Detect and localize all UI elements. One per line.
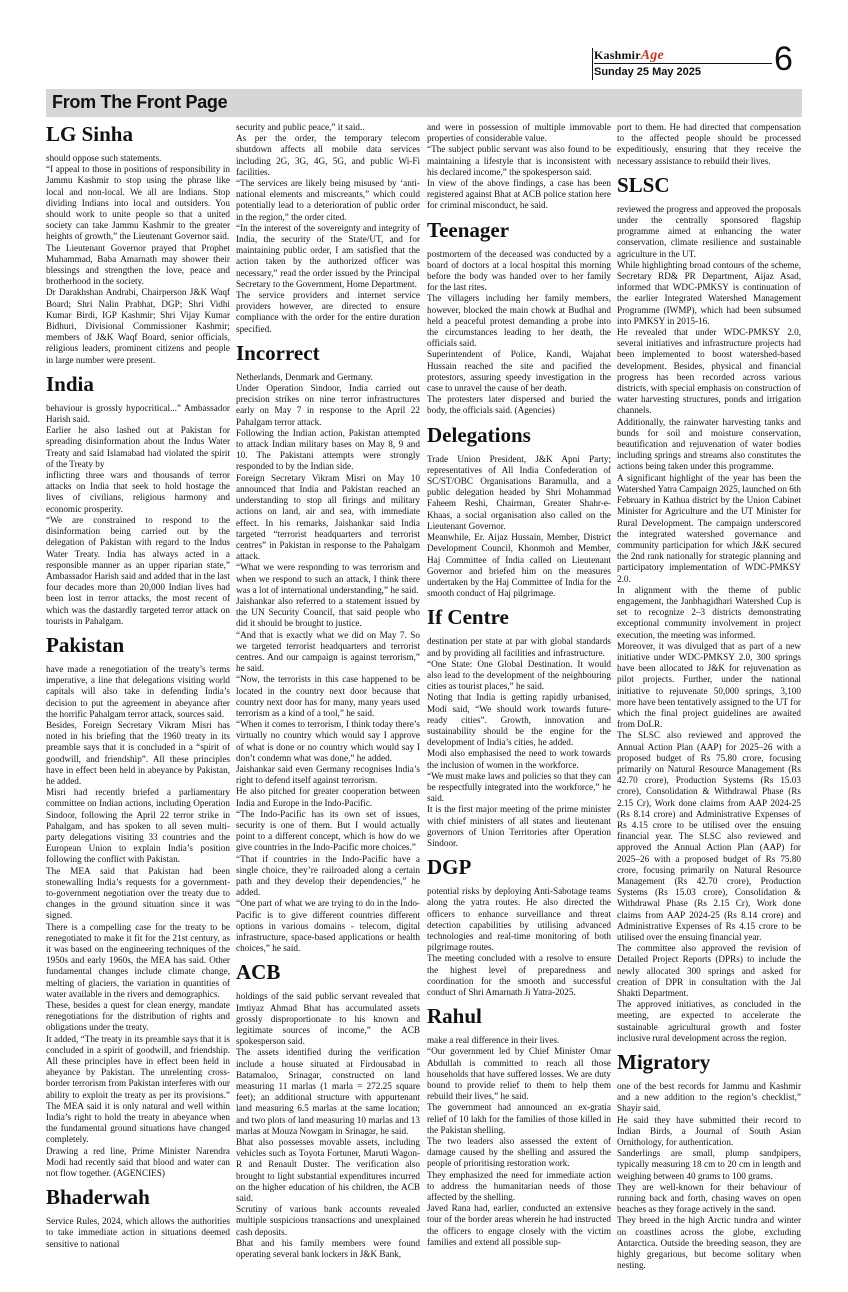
article-if-centre: [427, 605, 611, 849]
article-paragraph: These, besides a quest for clean energy, mandate renegotiations for the distribution of rights and obligations under the treaty.: [46, 1000, 230, 1033]
article-paragraph: “One part of what we are trying to do in the Indo-Pacific is to give different countries different options in various domains - telecom, digital infrastructure, space-based applications or health choices,” he said.: [236, 898, 420, 954]
article-paragraph: Earlier he also lashed out at Pakistan for spreading disinformation about the Indus Water Treaty and said Islamabad had violated the spirit of the Treaty by: [46, 425, 230, 469]
article-paragraph: Sanderlings are small, plump sandpipers, typically measuring 18 cm to 20 cm in length and weighing between 40 grams to 100 grams.: [617, 1148, 801, 1181]
article-paragraph: “The subject public servant was also found to be maintaining a lifestyle that is inconsistent with his declared income,” the spokesperson said.: [427, 144, 611, 177]
column-1: [46, 122, 230, 1282]
article-paragraph: A significant highlight of the year has been the Watershed Yatra Campaign 2025, launched on 6th February in Kathua district by the Union Cabinet Minister for Agriculture and the UT Minister for Rural Development. The campaign underscored the integrated watershed governance and community participation for which J&K secured the 2nd rank nationally for strategic planning and participatory implementation of WDC-PMKSY 2.0.: [617, 472, 801, 584]
article-paragraph: “The Indo-Pacific has its own set of issues, security is one of them. But I would actually point to a different concept, which is how do we give countries in the Indo-Pacific more choices.”: [236, 808, 420, 853]
article-paragraph: Noting that India is getting rapidly urbanised, Modi said, “We should work towards future-ready cities”. Growth, innovation and sustainability should be the engine for the development of India’s cities, he added.: [427, 692, 611, 748]
article-paragraph: Service Rules, 2024, which allows the authorities to take immediate action in situations deemed sensitive to national: [46, 1216, 230, 1249]
article-india: [46, 372, 230, 627]
article-paragraph: He said they have submitted their record to Indian Birds, a Journal of South Asian Ornithology, for authentication.: [617, 1114, 801, 1148]
column-4: [617, 122, 801, 1282]
article-paragraph: The assets identified during the verification include a house situated at Firdousabad in Batamaloo, Srinagar, constructed on land measuring 11 marlas (1 marla = 272.25 square feet); an additional structure with appurtenant land measuring 6.5 marlas at the same location; and two plots of land measuring 10 marlas and 13 marlas at Mouza Nowgam in Srinagar, he said.: [236, 1047, 420, 1136]
article-paragraph: The service providers and internet service providers however, are directed to ensure compliance with the order for the entire duration specified.: [236, 290, 420, 334]
article-paragraph: The committee also approved the revision of Detailed Project Reports (DPRs) to include the newly allocated 300 springs and asked for creation of DPR in consultation with the Jal Shakti Department.: [617, 943, 801, 999]
brand-accent: Age: [640, 48, 664, 63]
article-paragraph: The meeting concluded with a resolve to ensure the highest level of preparedness and coordination for the smooth and successful conduct of Shri Amarnath Ji Yatra-2025.: [427, 953, 611, 997]
article-paragraph: The government had announced an ex-gratia relief of 10 lakh for the families of those killed in the Pakistan shelling.: [427, 1102, 611, 1135]
article-paragraph: “We are constrained to respond to the disinformation being carried out by the delegation of Pakistan with regard to the Indus Water Treaty. India has always acted in a responsible manner as an upper riparian state,” Ambassador Harish said and added that in the last four decades more than 20,000 Indian lives had been lost in terror attacks, the most recent of which was the dastardly targeted terror attack on tourists in Pahalgam.: [46, 514, 230, 626]
article-paragraph: “The services are likely being misused by ‘anti-national elements and miscreants,” which could potentially lead to a deterioration of public order in the region,” the order cited.: [236, 178, 420, 222]
article-acb: [236, 960, 420, 1260]
article-rahul: [427, 1004, 611, 1248]
newspaper-logo: [594, 48, 664, 64]
article-paragraph: The protesters later dispersed and buried the body, the officials said. (Agencies): [427, 394, 611, 416]
article-pakistan: [46, 633, 230, 1179]
article-paragraph: behaviour is grossly hypocritical...” Ambassador Harish said.: [46, 402, 230, 425]
article-paragraph: “Now, the terrorists in this case happened to be located in the country next door because that country next door has for many, many years used terrorism as a kind of a tool,” he said.: [236, 674, 420, 718]
article-paragraph: postmortem of the deceased was conducted by a board of doctors at a local hospital this morning before the body was handed over to her family for the last rites.: [427, 248, 611, 293]
article-paragraph: have made a renegotiation of the treaty’s terms imperative, a line that delegations visiting world capitals will also take in defending India’s decision to put the agreement in abeyance after the horrific Pahalgam terror attack, sources said.: [46, 663, 230, 719]
article-paragraph: There is a compelling case for the treaty to be renegotiated to make it fit for the 21st century, as it was based on the engineering techniques of the 1950s and early 1960s, the MEA has said. Other fundamental changes include climate change, melting of glaciers, the variation in quantities of water available in the rivers and demographics.: [46, 921, 230, 999]
article-paragraph: It is the first major meeting of the prime minister with chief ministers of all states and lieutenant governors of Union Territories after Operation Sindoor.: [427, 804, 611, 848]
article-migratory: [617, 1050, 801, 1271]
article-continuation: [427, 122, 611, 212]
article-paragraph: Bhat also possesses movable assets, including vehicles such as Toyota Fortuner, Maruti Wagon-R and Renault Duster. The verification also brought to light substantial expenditures incurred on the higher education of his children, the ACB said.: [236, 1137, 420, 1204]
section-banner: [46, 89, 802, 117]
article-paragraph: In view of the above findings, a case has been registered against Bhat at ACB police station here for criminal misconduct, he said.: [427, 178, 611, 211]
article-continuation: [617, 122, 801, 167]
article-paragraph: “I appeal to those in positions of responsibility in Jammu Kashmir to stop using the phrase like local and non-local. We all are Indians. Stop dividing Indians into local and outsiders. You should work to unite people so that a united society can take Jammu Kashmir to the greater heights of growth,” the Lieutenant Governor said.: [46, 164, 230, 242]
article-paragraph: Superintendent of Police, Kandi, Wajahat Hussain reached the site and pacified the protestors, assuring speedy investigation in the case to unravel the cause of her death.: [427, 349, 611, 394]
article-paragraph: “We must make laws and policies so that they can be respectfully integrated into the workforce,” he said.: [427, 770, 611, 804]
article-paragraph: Bhat and his family members were found operating several bank lockers in J&K Bank,: [236, 1237, 420, 1260]
article-headline: Rahul: [427, 1004, 482, 1029]
article-headline: India: [46, 371, 94, 396]
article-headline: ACB: [236, 960, 281, 985]
article-paragraph: Meanwhile, Er. Aijaz Hussain, Member, District Development Council, Khonmoh and Member, Haj Committee of India called on Lieutenant Governor and briefed him on the measures undertaken by the Haj Committee of India for the smooth conduct of Haj pilgrimage.: [427, 532, 611, 599]
brand-name: Kashmir: [594, 48, 641, 62]
article-paragraph: make a real difference in their lives.: [427, 1035, 560, 1046]
article-paragraph: The villagers including her family members, however, blocked the main chowk at Budhal and held a peaceful protest demanding a probe into the circumstances leading to her death, the officials said.: [427, 293, 611, 349]
article-paragraph: “When it comes to terrorism, I think today there’s virtually no country which would say I approve of what is done or no country which would say I don’t condemn what was done,” he added.: [236, 719, 420, 763]
article-paragraph: “That if countries in the Indo-Pacific have a single choice, they’re railroaded along a certain path and they develop their dependencies,” he added.: [236, 853, 420, 898]
article-paragraph: While highlighting broad contours of the scheme, Secretary RD& PR Department, Aijaz Asad, informed that WDC-PMKSY is continuation of the earlier Integrated Watershed Management Programme (IWMP), which had been subsumed into PMKSY in 2015-16.: [617, 259, 801, 326]
article-bhaderwah: [46, 1185, 230, 1250]
article-paragraph: It added, “The treaty in its preamble says that it is concluded in a spirit of goodwill, and friendship. All these principles have in effect been held in abeyance by Pakistan. The unrelenting cross-border terrorism from Pakistan interferes with our ability to exploit the treaty as per its provisions.” The MEA said it is only natural and well within India’s right to hold the treaty in abeyance when the fundamental ground situations have changed completely.: [46, 1033, 230, 1145]
article-paragraph: Moreover, it was divulged that as part of a new initiative under WDC-PMKSY 2.0, 300 springs have been allocated to J&K for rejuvenation as pilot projects. Further, under the national initiative to rejuvenate 50,000 springs, 3,100 more have been tentatively assigned to the UT for which the final project guidelines are awaited from DoLR.: [617, 640, 801, 730]
article-paragraph: Dr Darakhshan Andrabi, Chairperson J&K Waqf Board; Shri Nalin Prabhat, DGP; Shri Vidhi Kumar Birdi, IGP Kashmir; Shri Vijay Kumar Bidhuri, Divisional Commissioner Kashmir; members of J&K Waqf Board, senior officials, religious leaders, prominent citizens and people in large number were present.: [46, 287, 230, 365]
article-paragraph: The Lieutenant Governor prayed that Prophet Muhammad, Baba Amarnath may shower their blessings and strengthen the love, peace and brotherhood in the society.: [46, 242, 230, 287]
article-paragraph: “In the interest of the sovereignty and integrity of India, the security of the State/UT, and for maintaining public order, I am satisfied that the action taken by the authorized officer was necessary,” read the order issued by the Principal Secretary to the Government, Home Department.: [236, 222, 420, 289]
article-paragraph: They breed in the high Arctic tundra and winter on coastlines across the globe, excluding Antarctica. Outside the breeding season, they are highly gregarious, but become solitary when nesting.: [617, 1215, 801, 1271]
column-2: [236, 122, 420, 1282]
article-delegations: [427, 423, 611, 600]
article-headline: Bhaderwah: [46, 1185, 150, 1210]
article-slsc: [617, 173, 801, 1044]
article-paragraph: They are well-known for their behaviour of running back and forth, chasing waves on open beaches as they forage actively in the sand.: [617, 1181, 801, 1215]
article-headline: Teenager: [427, 217, 510, 242]
article-paragraph: Modi also emphasised the need to work towards the inclusion of women in the workforce.: [427, 748, 611, 770]
column-3: [427, 122, 611, 1282]
article-paragraph: holdings of the said public servant revealed that Imtiyaz Ahmad Bhat has accumulated assets grossly disproportionate to his known and legitimate sources of income,” the ACB spokesperson said.: [236, 991, 420, 1047]
masthead-divider: [592, 48, 593, 80]
article-paragraph: Scrutiny of various bank accounts revealed multiple suspicious transactions and unexplained cash deposits.: [236, 1204, 420, 1237]
article-paragraph: Additionally, the rainwater harvesting tanks and bunds for soil and moisture conservation, beautification and rejuvenation of water bodies including springs and streams also constitutes the actions being taken under this programme.: [617, 416, 801, 472]
article-paragraph: Foreign Secretary Vikram Misri on May 10 announced that India and Pakistan reached an understanding to stop all firings and military actions on land, air and sea, with immediate effect. In his remarks, Jaishankar said India targeted “terrorist headquarters and terrorist centres” in Pakistan in response to the Pahalgam attack.: [236, 472, 420, 562]
masthead: [594, 40, 800, 84]
article-continuation: [236, 122, 420, 335]
article-headline: Pakistan: [46, 632, 125, 657]
article-paragraph: The SLSC also reviewed and approved the Annual Action Plan (AAP) for 2025–26 with a proposed budget of Rs 75.80 crore, focusing primarily on Natural Resource Management (Rs 42.70 crore), Production Systems (Rs 15.03 crore), Consolidation & Withdrawal Phase (Rs 2.15 Cr), Work done claims from AAP 2024-25 (Rs 8.14 crore) and Administrative Expenses of Rs 4.15 crore to be utilised over the ensuing financial year. The SLSC also reviewed and approved the Annual Action Plan (AAP) for 2025–26 with a proposed budget of Rs 75.80 crore, focusing primarily on Natural Resource Management (Rs 42.70 crore), Production Systems (Rs 15.03 crore), Consolidation & Withdrawal Phase (Rs 2.15 Cr), Work done claims from AAP 2024-25 (Rs 8.14 crore) and Administrative Expenses of Rs 4.15 crore to be utilised over the ensuing financial year.: [617, 730, 801, 943]
article-headline: SLSC: [617, 172, 670, 197]
article-dgp: [427, 855, 611, 998]
article-paragraph: Jaishankar said even Germany recognises India’s right to defend itself against terrorism.: [236, 763, 420, 786]
article-paragraph: Drawing a red line, Prime Minister Narendra Modi had recently said that blood and water can not flow together. (AGENCIES): [46, 1145, 230, 1179]
article-paragraph: The MEA said that Pakistan had been stonewalling India’s requests for a government-to-government negotiation over the treaty due to changes in the ground situation since it was signed.: [46, 865, 230, 921]
article-headline: If Centre: [427, 605, 509, 630]
article-paragraph: one of the best records for Jammu and Kashmir and a new addition to the region’s checklist,” Shayir said.: [617, 1081, 801, 1114]
article-paragraph: “One State: One Global Destination. It would also lead to the development of the neighbouring cities as tourist places,” he said.: [427, 658, 611, 692]
article-paragraph: In alignment with the theme of public engagement, the Janbhagidhari Watershed Cup is set to recognize 2–3 districts demonstrating exceptional community involvement in project execution, the meeting was informed.: [617, 584, 801, 640]
article-headline: DGP: [427, 855, 472, 880]
article-paragraph: Jaishankar also referred to a statement issued by the UN Security Council, that said people who did it should be brought to justice.: [236, 595, 420, 629]
article-paragraph: “Our government led by Chief Minister Omar Abdullah is committed to reach all those households that have suffered losses. We are duty bound to provide relief to them to help them rebuild their lives,” he said.: [427, 1046, 611, 1102]
article-paragraph: The two leaders also assessed the extent of damage caused by the shelling and assured the people of prioritising restoration work.: [427, 1136, 611, 1169]
article-paragraph: He also pitched for greater cooperation between India and Europe in the Indo-Pacific.: [236, 786, 420, 808]
article-paragraph: He revealed that under WDC-PMKSY 2.0, several initiatives and infrastructure projects had been implemented to boost watershed-based development. Besides, physical and financial progress has been recorded across various districts, with special emphasis on construction of water harvesting structures, ponds and irrigation channels.: [617, 327, 801, 416]
article-paragraph: “What we were responding to was terrorism and when we respond to such an attack, I think there was a lot of international understanding,” he said.: [236, 562, 420, 595]
article-headline: Migratory: [617, 1050, 711, 1075]
article-paragraph: security and public peace,” it said..: [236, 122, 365, 132]
article-paragraph: Trade Union President, J&K Apni Party; representatives of All India Confederation of SC/ST/OBC Organisations Baramulla, and a public delegation headed by Shri Mohammad Faheem Reshi, Chairman, Greater Shahr-e-Khaas, a social organisation also called on the Lieutenant Governor.: [427, 453, 611, 531]
issue-date: Sunday 25 May 2025: [594, 66, 702, 78]
article-paragraph: potential risks by deploying Anti-Sabotage teams along the yatra routes. He also directed the officers to enhance surveillance and threat detection capabilities by utilising advanced technologies and real-time monitoring of both pilgrimage routes.: [427, 886, 611, 953]
article-paragraph: and were in possession of multiple immovable properties of considerable value.: [427, 122, 611, 144]
article-paragraph: Misri had recently briefed a parliamentary committee on Indian actions, including Operation Sindoor, following the April 22 terror strike in Pahalgam, and has spoken to all seven multi-party delegations visiting 33 countries and the European Union to explain India’s position following the conflict with Pakistan.: [46, 787, 230, 865]
article-lg-sinha: [46, 122, 230, 366]
article-paragraph: As per the order, the temporary telecom shutdown affects all mobile data services including 2G, 3G, 4G, 5G, and public Wi-Fi facilities.: [236, 133, 420, 177]
article-paragraph: port to them. He had directed that compensation to the affected people should be processed expeditiously, ensuring that they receive the necessary assistance to rebuild their lives.: [617, 122, 801, 166]
article-headline: Delegations: [427, 422, 531, 447]
article-paragraph: They emphasized the need for immediate action to address the humanitarian needs of those affected by the shelling.: [427, 1169, 611, 1203]
page-number: 6: [774, 40, 793, 78]
article-paragraph: Besides, Foreign Secretary Vikram Misri has noted in his briefing that the 1960 treaty in its preamble says that it is concluded in a “spirit of goodwill, and friendship”. All these principles have in effect been held in abeyance by Pakistan, he added.: [46, 719, 230, 786]
article-paragraph: Under Operation Sindoor, India carried out precision strikes on nine terror infrastructures early on May 7 in response to the April 22 Pahalgam terror attack.: [236, 383, 420, 427]
article-paragraph: Netherlands, Denmark and Germany.: [236, 371, 373, 382]
section-title: From The Front Page: [52, 92, 228, 112]
article-headline: LG Sinha: [46, 122, 133, 146]
article-paragraph: reviewed the progress and approved the proposals under the centrally sponsored flagship programme aimed at enhancing the water conservation, climate resilience and sustainable agriculture in the UT.: [617, 203, 801, 259]
article-teenager: [427, 218, 611, 417]
masthead-rule: [594, 63, 772, 64]
article-paragraph: The approved initiatives, as concluded in the meeting, are expected to accelerate the sustainable agricultural growth and foster inclusive rural development across the region.: [617, 999, 801, 1043]
article-paragraph: “And that is exactly what we did on May 7. So we targeted terrorist headquarters and terrorist centres. And our campaign is against terrorism,” he said.: [236, 629, 420, 674]
article-paragraph: inflicting three wars and thousands of terror attacks on India that seek to hold hostage the lives of civilians, religious harmony and economic prosperity.: [46, 470, 230, 514]
article-paragraph: destination per state at par with global standards and by providing all facilities and infrastructure.: [427, 636, 611, 658]
article-paragraph: Following the Indian action, Pakistan attempted to attack Indian military bases on May 8, 9 and 10. The Pakistani attempts were strongly responded to by the Indian side.: [236, 427, 420, 472]
article-paragraph: should oppose such statements.: [46, 153, 162, 163]
article-incorrect: [236, 341, 420, 955]
article-paragraph: Javed Rana had, earlier, conducted an extensive tour of the border areas wherein he had instructed the officers to engage closely with the victim families and extend all possible sup-: [427, 1203, 611, 1247]
article-headline: Incorrect: [236, 340, 320, 365]
